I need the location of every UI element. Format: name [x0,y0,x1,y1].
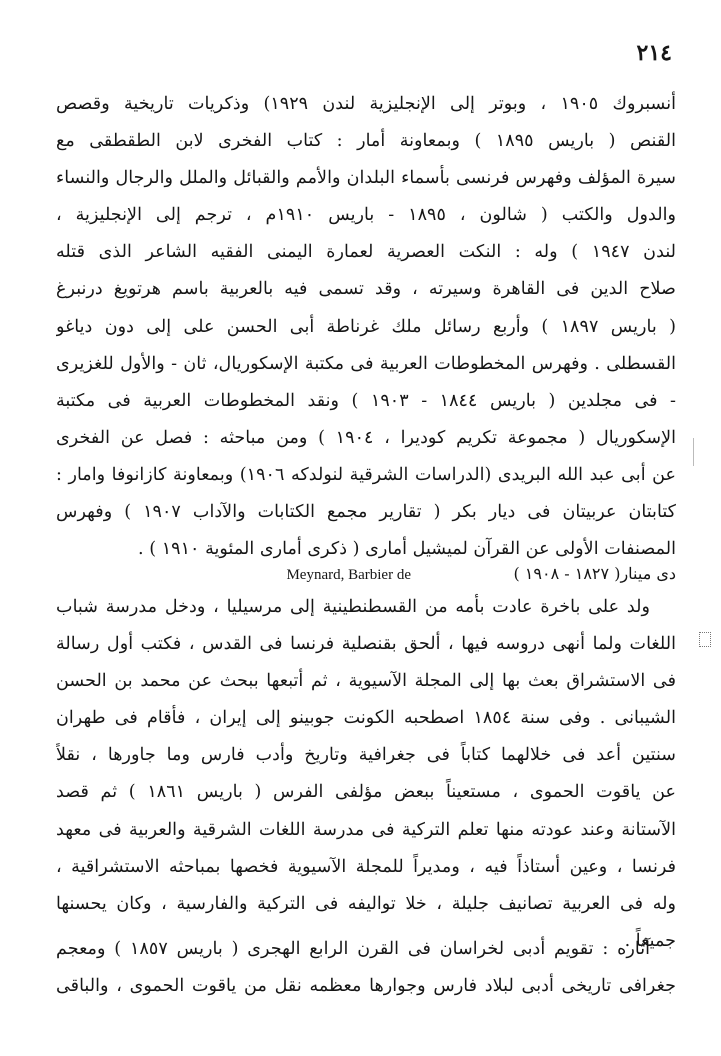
text-line: الإسكوريال ( مجموعة تكريم كوديرا ، ١٩٠٤ ) ومن مباحثه : فصل عن الفخرى [56,427,676,448]
paragraph-works-continued [56,86,676,568]
text-line: عن ياقوت الحموى ، مستعيناً ببعض مؤلفى الفرس ( باريس ١٨٦١ ) ثم قصد [56,782,676,803]
text-line: المصنفات الأولى عن القرآن لميشيل أمارى ( ذكرى أمارى المئوية ١٩١٠ ) . [138,539,676,560]
text-line: الشيبانى . وفى سنة ١٨٥٤ اصطحبه الكونت جوبينو إلى إيران ، فأقام فى طهران [56,708,676,729]
text-line: - فى مجلدين ( باريس ١٨٤٤ - ١٩٠٣ ) ونقد المخطوطات العربية فى مكتبة [56,390,676,411]
scan-artifact [693,438,694,466]
text-line: القنص ( باريس ١٨٩٥ ) وبمعاونة أمار : كتاب الفخرى لابن الطقطقى مع [56,131,676,152]
text-line: القسطلى . وفهرس المخطوطات العربية فى مكتبة الإسكوريال، ثان - والأول للغزيرى [56,353,676,374]
text-line: فرنسا ، وعين أستاذاً فيه ، ومديراً للمجلة الآسيوية فخصها بمباحثه الاستشراقية ، [56,856,676,877]
text-line: ولد على باخرة عادت بأمه من القسطنطينية إلى مرسيليا ، ودخل مدرسة شباب [56,597,650,617]
text-line: كتابتان عربيتان فى ديار بكر ( تقارير مجمع الكتابات والآداب ١٩٠٧ ) وفهرس [56,502,676,523]
text-line: أنسبروك ١٩٠٥ ، وبوتر إلى الإنجليزية لندن ١٩٢٩) وذكريات تاريخية وقصص [56,94,676,114]
text-line: الآستانة وعند عودته منها تعلم التركية فى مدرسة اللغات الشرقية والعربية فى معهد [56,819,676,840]
scan-margin-mark [699,632,711,647]
text-line: والدول والكتب ( شالون ، ١٨٩٥ - باريس ١٩١٠م ، ترجم إلى الإنجليزية ، [56,205,676,226]
entry-heading-latin: Meynard, Barbier de [286,567,411,583]
text-line: جغرافى تاريخى أدبى لبلاد فارس وجوارها معظمه نقل من ياقوت الحموى ، والباقى [56,976,676,997]
text-line: وله فى العربية تصانيف جليلة ، خلا تواليفه فى التركية والفارسية ، وكان يحسنها [56,893,676,914]
text-line: سيرة المؤلف وفهرس فرنسى بأسماء البلدان والأمم والقبائل والملل والرجال والنساء [56,168,676,189]
paragraph-biography [56,589,676,960]
text-line: جميعاً . [624,930,676,951]
entry-heading [56,556,676,592]
text-line: سنتين أعد فى خلالهما كتاباً فى جغرافية وتاريخ وأدب فارس وما جاورها ، نقلاً [56,745,676,766]
text-line: عن أبى عبد الله البريدى (الدراسات الشرقية لنولدكه ١٩٠٦) وبمعاونة كازانوفا وامار : [56,464,676,485]
text-line: فى الاستشراق بعث بها إلى المجلة الآسيوية ، ثم أتبعها ببحث عن محمد بن الحسن [56,671,676,692]
text-line: صلاح الدين فى القاهرة وسيرته ، وقد تسمى فيه بالعربية باسم هرتويغ درنبرغ [56,279,676,300]
paragraph-works [56,931,676,1005]
text-line: لندن ١٩٤٧ ) وله : النكت العصرية لعمارة اليمنى الفقيه الشاعر الذى قتله [56,242,676,263]
entry-heading-arabic: دى مينار( ١٨٢٧ - ١٩٠٨ ) [513,564,676,583]
text-line: اللغات ولما أنهى دروسه فيها ، ألحق بقنصلية فرنسا فى القدس ، فكتب أول رسالة [56,634,676,655]
text-line: ( باريس ١٨٩٧ ) وأربع رسائل ملك غرناطة أبى الحسن على إلى دون دياغو [56,316,676,337]
page-number: ٢١٤ [636,40,672,66]
text-line: آثاره : تقويم أدبى لخراسان فى القرن الرابع الهجرى ( باريس ١٨٥٧ ) ومعجم [56,939,650,959]
